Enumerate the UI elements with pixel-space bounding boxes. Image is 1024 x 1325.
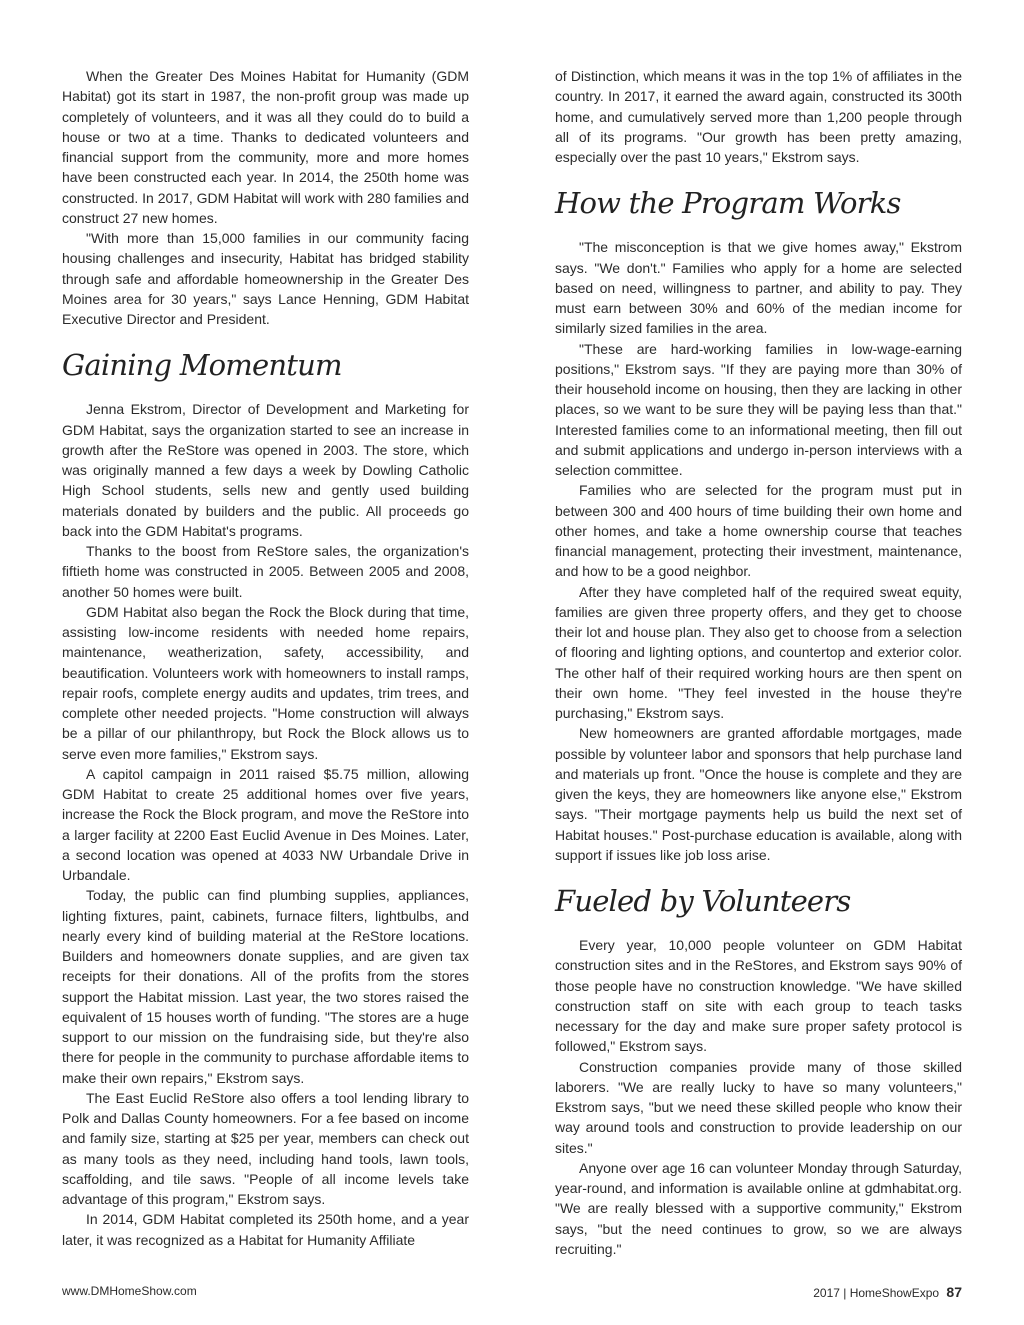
left-column [62, 66, 469, 1250]
paragraph: A capitol campaign in 2011 raised $5.75 million, allowing GDM Habitat to create 25 additional homes over five years, increase the Rock the Block program, and move the ReStore into a larger facility at 2200 East Euclid Avenue in Des Moines. Later, a second location was opened at 4033 NW Urbandale Drive in Urbandale. [62, 765, 469, 883]
paragraph: Construction companies provide many of those skilled laborers. "We are really lucky to have so many volunteers," Ekstrom says, "but we need these skilled people who know their way around tools and construction to provide leadership on our sites." [555, 1058, 962, 1156]
paragraph: "With more than 15,000 families in our community facing housing challenges and insecurity, Habitat has bridged stability through safe and affordable homeownership in the Greater Des Moines area for 30 years," says Lance Henning, GDM Habitat Executive Director and President. [62, 230, 469, 327]
right-column [555, 66, 962, 1259]
paragraph-continued: of Distinction, which means it was in the top 1% of affiliates in the country. In 2017, it earned the award again, constructed its 300th home, and cumulatively served more than 1,200 people through all of its programs. "Our growth has been pretty amazing, especially over the past 10 years," Ekstrom says. [555, 68, 962, 165]
paragraph: After they have completed half of the required sweat equity, families are given three property offers, and they get to choose their lot and house plan. They also get to choose from a selection of flooring and lighting options, and countertop and exterior color. The other half of their required working hours are then spent on their own home. "They feel invested in the house they're purchasing," Ekstrom says. [555, 583, 962, 721]
paragraph: Anyone over age 16 can volunteer Monday through Saturday, year-round, and information is available online at gdmhabitat.org. "We are really blessed with a supportive community," Ekstrom says, "but the need continues to grow, so we are always recruiting." [555, 1159, 962, 1257]
footer-website: www.DMHomeShow.com [62, 1284, 197, 1298]
page-number: 87 [946, 1284, 962, 1300]
footer-publication-info [813, 1284, 962, 1300]
paragraph: The East Euclid ReStore also offers a tool lending library to Polk and Dallas County homeowners. For a fee based on income and family size, starting at $25 per year, members can check out as many tools as they need, including hand tools, lawn tools, scaffolding, and tile saws. "People of all income levels take advantage of this program," Ekstrom says. [62, 1089, 469, 1207]
paragraph: "The misconception is that we give homes away," Ekstrom says. "We don't." Families who apply for a home are selected based on need, willingness to partner, and ability to pay. They must earn between 30% and 60% of the median income for similarly sized families in the area. [555, 239, 962, 337]
paragraph: In 2014, GDM Habitat completed its 250th home, and a year later, it was recognized as a Habitat for Humanity Affiliate [62, 1211, 469, 1248]
footer-publication: 2017 | HomeShowExpo [813, 1286, 940, 1300]
paragraph: When the Greater Des Moines Habitat for Humanity (GDM Habitat) got its start in 1987, the non-profit group was made up completely of volunteers, and it was all they could do to build a house or two at a time. Thanks to dedicated volunteers and financial support from the community, more and more homes have been constructed each year. In 2014, the 250th home was constructed. In 2017, GDM Habitat will work with 280 families and construct 27 new homes. [62, 68, 469, 226]
paragraph: Today, the public can find plumbing supplies, appliances, lighting fixtures, paint, cabinets, furnace filters, lightbulbs, and nearly every kind of building material at the ReStore locations. Builders and homeowners donate supplies, and are given tax receipts for their donations. All of the profits from the stores support the Habitat mission. Last year, the two stores raised the equivalent of 15 houses worth of funding. "The stores are a huge support to our mission on the fundraising side, but they're also there for people in the community to purchase affordable items to make their own repairs," Ekstrom says. [62, 887, 469, 1086]
paragraph: Every year, 10,000 people volunteer on GDM Habitat construction sites and in the ReStores, and Ekstrom says 90% of those people have no construction knowledge. "We have skilled construction staff on site with each group to teach tasks necessary for the day and make sure proper safety protocol is followed," Ekstrom says. [555, 937, 962, 1055]
paragraph: Families who are selected for the program must put in between 300 and 400 hours of time building their own home and other homes, and take a home ownership course that teaches financial management, protecting their investment, maintenance, and how to be a good neighbor. [555, 482, 962, 580]
section-heading-fueled-by-volunteers: Fueled by Volunteers [555, 884, 851, 918]
paragraph: GDM Habitat also began the Rock the Block during that time, assisting low-income residents with needed home repairs, maintenance, weatherization, safety, accessibility, and beautification. Volunteers work with homeowners to install ramps, repair roofs, complete energy audits and updates, trim trees, and complete other needed projects. "Home construction will always be a pillar of our philanthropy, but Rock the Block allows us to serve even more families," Ekstrom says. [62, 603, 469, 762]
paragraph: New homeowners are granted affordable mortgages, made possible by volunteer labor and sponsors that help purchase land and materials up front. "Once the house is complete and they are given the keys, they are homeowners like anyone else," Ekstrom says. "Their mortgage payments help us build the next set of Habitat houses." Post-purchase education is available, along with support if issues like job loss arise. [555, 725, 962, 863]
paragraph: Jenna Ekstrom, Director of Development and Marketing for GDM Habitat, says the organization started to see an increase in growth after the ReStore was opened in 2003. The store, which was originally manned a few days a week by Dowling Catholic High School students, sells new and gently used building materials donated by builders and the public. All proceeds go back into the GDM Habitat's programs. [62, 401, 469, 539]
paragraph: Thanks to the boost from ReStore sales, the organization's fiftieth home was constructed in 2005. Between 2005 and 2008, another 50 homes were built. [62, 543, 469, 600]
section-heading-how-program-works: How the Program Works [555, 186, 901, 221]
section-heading-gaining-momentum: Gaining Momentum [62, 348, 342, 383]
paragraph: "These are hard-working families in low-wage-earning positions," Ekstrom says. "If they are paying more than 30% of their household income on housing, then they are lacking in other places, so we want to be sure they will be paying less than that." Interested families come to an informational meeting, then fill out and submit applications and undergo in-person interviews with a selection committee. [555, 340, 962, 478]
